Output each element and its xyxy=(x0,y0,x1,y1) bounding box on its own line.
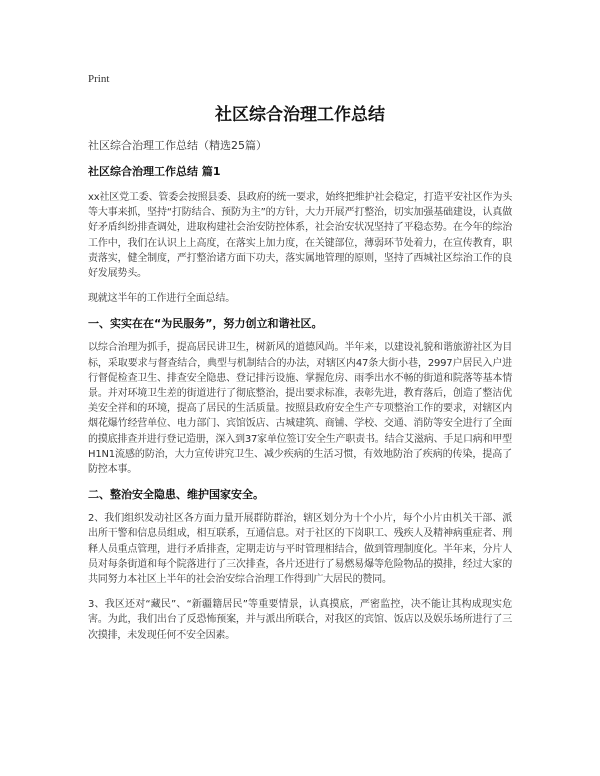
section-2-heading: 二、整治安全隐患、维护国家安全。 xyxy=(88,488,264,502)
summary-paragraph: 现就这半年的工作进行全面总结。 xyxy=(88,293,235,305)
print-link[interactable]: Print xyxy=(88,73,110,85)
section-1-heading: 一、实实在在“为民服务”，努力创立和谐社区。 xyxy=(88,317,323,331)
section-2-paragraph-2: 3、我区还对“藏民”、“新疆籍居民”等重要情景，认真摸底，严密监控，决不能让其构成现实危害。为此，我们出台了反恐怖预案，并与派出所联合，对我区的宾馆、饭店以及娱乐场所进行了三次摸排，未发现任何不安全因素。 xyxy=(88,599,512,641)
intro-paragraph: xx社区党工委、管委会按照县委、县政府的统一要求，始终把维护社会稳定，打造平安社区作为头等大事来抓，坚持“打防结合、预防为主”的方针，大力开展严打整治，切实加强基础建设，认真做好矛盾纠纷排查调处，进取构建社会治安防控体系，社会治安状况坚持了平稳态势。在今年的综治工作中，我们在认识上上高度，在落实上加力度，在关键部位，薄弱环节处着力，在宣传教育，职责落实，健全制度，严打整治诸方面下功夫，落实属地管理的原则，坚持了西城社区综治工作的良好发展势头。 xyxy=(88,192,512,280)
section-2-paragraph-1: 2、我们组织发动社区各方面力量开展群防群治，辖区划分为十个小片，每个小片由机关干部、派出所干警和信息员组成，相互联系，互通信息。对于社区的下岗职工、残疾人及精神病重症者、刑释人员重点管理，进行矛盾排查，定期走访与平时管理相结合，做到管理制度化。半年来，分片人员对每条街道和每个院落进行了三次排查，各片还进行了易燃易爆等危险物品的摸排，经过大家的共同努力本社区上半年的社会治安综合治理工作得到广大居民的赞同。 xyxy=(88,513,512,586)
section-1-paragraph: 以综合治理为抓手，提高居民讲卫生，树新风的道德风尚。半年来，以建设礼貌和谐旅游社区为目标，采取要求与督查结合，典型与机制结合的办法，对辖区内47条大街小巷，2997户居民入户进行督促检查卫生、排查安全隐患、登记排污设施、掌握危房、雨季出水不畅的街道和院落等基本情景。并对环境卫生差的街道进行了彻底整治，提出要求标准，表彰先进，教育落后，创造了整洁优美安全祥和的环境，提高了居民的生活质量。按照县政府安全生产专项整治工作的要求，对辖区内烟花爆竹经营单位、电力部门、宾馆饭店、古城建筑、商铺、学校、交通、消防等安全进行了全面的摸底排查并进行登记造册，深入到37家单位签订安全生产职责书。结合艾滋病、手足口病和甲型H1N1流感的防治，大力宣传讲究卫生、减少疾病的生活习惯，有效地防治了疾病的传染，提高了防控本事。 xyxy=(88,342,512,476)
article-heading: 社区综合治理工作总结 篇1 xyxy=(88,165,221,178)
page-title: 社区综合治理工作总结 xyxy=(215,105,385,125)
document-subtitle: 社区综合治理工作总结（精选25篇） xyxy=(88,139,267,152)
